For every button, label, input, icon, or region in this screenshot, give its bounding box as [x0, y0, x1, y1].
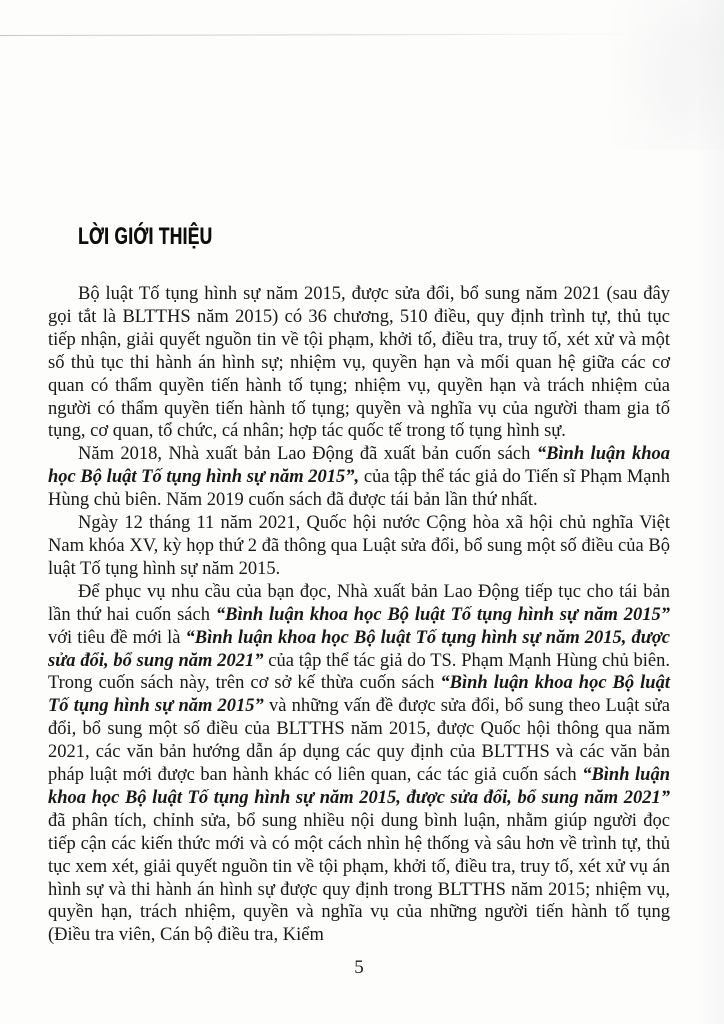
- text-run: Ngày 12 tháng 11 năm 2021, Quốc hội nước Cộng hòa xã hội chủ nghĩa Việt Nam khóa XV, kỳ họp thứ 2 đã thông qua Luật sửa đổi, bổ sung một số điều của Bộ luật Tố tụng hình sự năm 2015.: [48, 513, 670, 579]
- text-run: và những vấn đề được sửa đổi, bổ sung theo Luật sửa đổi, bổ sung một số điều của BLTTHS năm 2015, được Quốc hội thông qua năm 2021, các văn bản hướng dẫn áp dụng các quy định của BLTTHS và các văn bản pháp luật mới được ban hành khác có liên quan, các tác giả cuốn sách: [48, 696, 670, 786]
- book-title-emphasis: “Bình luận khoa học Bộ luật Tố tụng hình sự năm 2015”: [48, 673, 670, 717]
- book-title-emphasis: “Bình luận khoa học Bộ luật Tố tụng hình sự năm 2015”: [215, 604, 670, 625]
- text-run: Để phục vụ nhu cầu của bạn đọc, Nhà xuất bản Lao Động tiếp tục cho tái bản lần thứ hai cuốn sách: [48, 581, 670, 625]
- paragraph: [48, 581, 670, 948]
- paragraph: [48, 443, 670, 512]
- text-run: đã phân tích, chỉnh sửa, bổ sung nhiều nội dung bình luận, nhằm giúp người đọc tiếp cận các kiến thức mới và có một cách nhìn hệ thống và sâu hơn về trình tự, thủ tục xem xét, giải quyết nguồn tin về tội phạm, khởi tố, điều tra, truy tố, xét xử vụ án hình sự và thi hành án hình sự được quy định trong BLTTHS năm 2015; nhiệm vụ, quyền hạn, trách nhiệm, quyền và nghĩa vụ của những người tiến hành tố tụng (Điều tra viên, Cán bộ điều tra, Kiểm: [48, 810, 670, 946]
- text-run: Bộ luật Tố tụng hình sự năm 2015, được sửa đổi, bổ sung năm 2021 (sau đây gọi tắt là BLTTHS năm 2015) có 36 chương, 510 điều, quy định trình tự, thủ tục tiếp nhận, giải quyết nguồn tin về tội phạm, khởi tố, điều tra, truy tố, xét xử và một số thủ tục thi hành án hình sự; nhiệm vụ, quyền hạn và mối quan hệ giữa các cơ quan có thẩm quyền tiến hành tố tụng; nhiệm vụ, quyền hạn và trách nhiệm của người có thẩm quyền tiến hành tố tụng; quyền và nghĩa vụ của người tham gia tố tụng, cơ quan, tổ chức, cá nhân; hợp tác quốc tế trong tố tụng hình sự.: [48, 284, 670, 442]
- page-title: LỜI GIỚI THIỆU: [78, 223, 213, 250]
- text-run: Năm 2018, Nhà xuất bản Lao Động đã xuất bản cuốn sách: [78, 444, 537, 465]
- scan-artifact-top-hairline: [0, 34, 645, 37]
- book-title-emphasis: “Bình luận khoa học Bộ luật Tố tụng hình sự năm 2015, được sửa đổi, bổ sung năm 2021”: [48, 627, 670, 671]
- book-title-emphasis: “Bình luận khoa học Bộ luật Tố tụng hình sự năm 2015, được sửa đổi, bổ sung năm 2021”: [48, 765, 670, 808]
- book-title-emphasis: “Bình luận khoa học Bộ luật Tố tụng hình sự năm 2015”,: [48, 444, 670, 488]
- scan-artifact-right-edge: [696, 0, 724, 1024]
- text-run: của tập thể tác giả do Tiến sĩ Phạm Mạnh Hùng chủ biên. Năm 2019 cuốn sách đã được tái bản lần thứ nhất.: [48, 467, 670, 511]
- scan-artifact-corner-noise: [604, 0, 724, 150]
- paragraph: [48, 283, 670, 443]
- body-text: [48, 283, 670, 947]
- paragraph: [48, 512, 670, 581]
- text-run: của tập thể tác giả do TS. Phạm Mạnh Hùng chủ biên. Trong cuốn sách này, trên cơ sở kế thừa cuốn sách: [48, 650, 670, 694]
- page-number: 5: [354, 957, 364, 978]
- text-run: với tiêu đề mới là: [48, 627, 186, 648]
